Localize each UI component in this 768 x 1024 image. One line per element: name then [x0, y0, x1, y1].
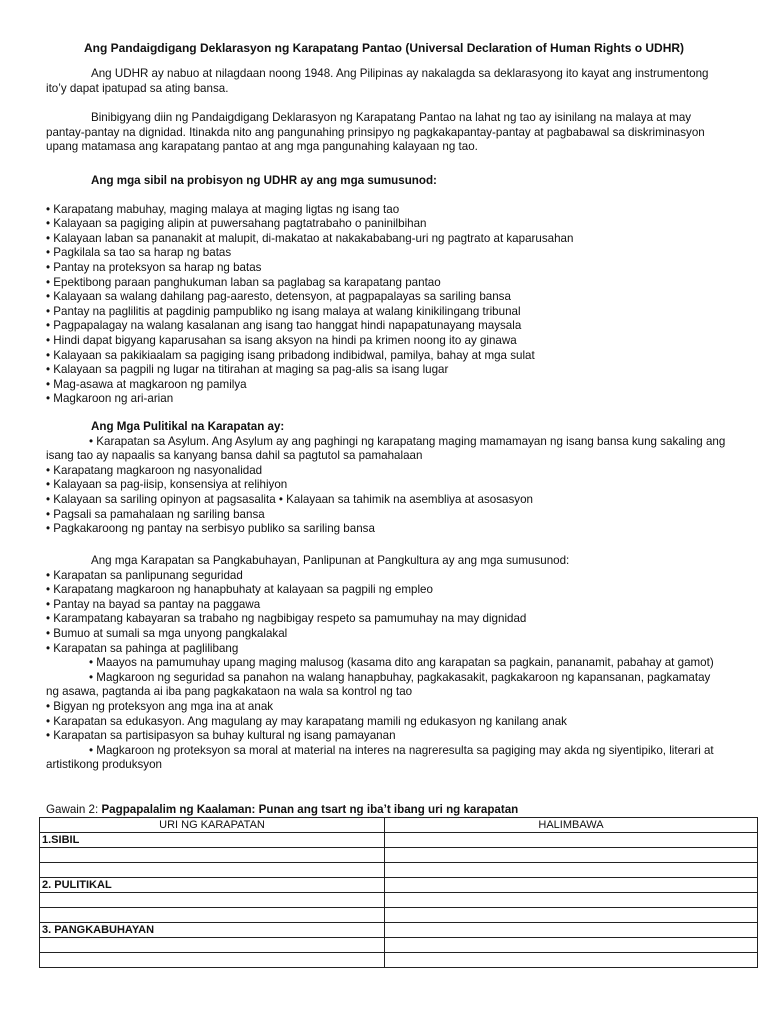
table-row	[40, 938, 758, 953]
column-header-type: URI NG KARAPATAN	[40, 818, 385, 833]
answer-cell[interactable]	[40, 908, 385, 923]
category-cell-political: 2. PULITIKAL	[40, 878, 385, 893]
list-item: • Karampatang kabayaran sa trabaho ng nagbibigay respeto sa pamumuhay na may dignidad	[46, 612, 527, 626]
answer-cell[interactable]	[40, 848, 385, 863]
list-item: • Pantay na bayad sa pantay na paggawa	[46, 597, 261, 611]
list-item: • Karapatang magkaroon ng nasyonalidad	[46, 463, 263, 477]
list-item: • Karapatan sa pahinga at paglilibang	[46, 641, 239, 655]
civil-heading: Ang mga sibil na probisyon ng UDHR ay ang mga sumusunod:	[91, 174, 437, 187]
list-item: • Kalayaan sa pag-iisip, konsensiya at relihiyon	[46, 478, 288, 492]
list-item: • Magkaroon ng ari-arian	[46, 392, 174, 406]
list-item: • Karapatan sa edukasyon. Ang magulang ay may karapatang mamili ng edukasyon ng kanilang anak	[46, 714, 567, 728]
political-list	[46, 464, 726, 537]
answer-cell[interactable]	[40, 893, 385, 908]
list-item: • Bumuo at sumali sa mga unyong pangkalakal	[46, 626, 288, 640]
list-item: • Kalayaan sa pagiging alipin at puwersahang pagtatrabaho o paninilbihan	[46, 217, 427, 231]
list-item: • Kalayaan sa sariling opinyon at pagsasalita • Kalayaan sa tahimik na asembliya at asosasyon	[46, 492, 533, 506]
answer-cell[interactable]	[385, 863, 758, 878]
answer-cell[interactable]	[40, 863, 385, 878]
list-item: • Kalayaan laban sa pananakit at malupit, di-makatao at nakakababang-uri ng pagtrato at kaparusahan	[46, 231, 574, 245]
list-item: • Bigyan ng proteksyon ang mga ina at anak	[46, 699, 274, 713]
list-item: • Pagkakaroong ng pantay na serbisyo publiko sa sariling bansa	[46, 522, 375, 536]
answer-cell[interactable]	[385, 953, 758, 968]
list-item: • Maayos na pamumuhay upang maging malusog (kasama dito ang karapatan sa pagkain, pananamit, pabahay at gamot)	[89, 656, 714, 670]
list-item: • Kalayaan sa walang dahilang pag-aaresto, detensyon, at pagpapalayas sa sariling bansa	[46, 290, 511, 304]
list-item: • Karapatan sa partisipasyon sa buhay kultural ng isang pamayanan	[46, 729, 396, 743]
list-item: • Mag-asawa at magkaroon ng pamilya	[46, 377, 247, 391]
table-row	[40, 893, 758, 908]
list-item: • Pantay na proteksyon sa harap ng batas	[46, 260, 262, 274]
table-row	[40, 878, 758, 893]
table-row	[40, 908, 758, 923]
activity-label: Gawain 2:	[46, 803, 99, 816]
document-title: Ang Pandaigdigang Deklarasyon ng Karapatang Pantao (Universal Declaration of Human Rights o UDHR)	[83, 41, 685, 55]
economic-section	[46, 554, 726, 773]
list-item: • Pagkilala sa tao sa harap ng batas	[46, 246, 232, 260]
answer-cell[interactable]	[385, 938, 758, 953]
list-item: • Hindi dapat bigyang kaparusahan sa isang aksyon na hindi pa krimen noong ito ay ginawa	[46, 333, 517, 347]
civil-section	[46, 174, 726, 407]
rights-chart-table	[39, 817, 758, 968]
answer-cell[interactable]	[385, 893, 758, 908]
column-header-example: HALIMBAWA	[385, 818, 758, 833]
answer-cell[interactable]	[40, 938, 385, 953]
table-row	[40, 923, 758, 938]
list-item: • Magkaroon ng proteksyon sa moral at material na interes na nagreresulta sa pagiging may akda ng siyentipiko, literari at artistikong produksyon	[46, 743, 714, 772]
table-row	[40, 863, 758, 878]
list-item: • Kalayaan sa pagpili ng lugar na titirahan at maging sa pag-alis sa isang lugar	[46, 363, 449, 377]
civil-list	[46, 203, 726, 407]
category-cell-civil: 1.SIBIL	[40, 833, 385, 848]
answer-cell[interactable]	[385, 923, 758, 938]
economic-list-b	[46, 700, 726, 744]
answer-cell[interactable]	[385, 908, 758, 923]
economic-list-a	[46, 569, 726, 657]
answer-cell[interactable]	[385, 878, 758, 893]
list-item: • Pantay na paglilitis at pagdinig pampubliko ng isang malaya at walang kinikilingang tribunal	[46, 304, 521, 318]
category-cell-economic: 3. PANGKABUHAYAN	[40, 923, 385, 938]
answer-cell[interactable]	[385, 848, 758, 863]
list-item: • Karapatan sa panlipunang seguridad	[46, 568, 243, 582]
table-row	[40, 953, 758, 968]
intro-paragraph-2: Binibigyang diin ng Pandaigdigang Deklarasyon ng Karapatang Pantao na lahat ng tao ay isinilang na malaya at may pantay-pantay na dignidad. Itinakda nito ang pangunahing prinsipyo ng pagkakapantay-pantay at pagbabawal sa diskriminasyon upang matamasa ang karapatang pantao at ang mga pangunahing kalayaan ng tao.	[46, 111, 705, 154]
activity-text: Pagpapalalim ng Kaalaman: Punan ang tsart ng iba’t ibang uri ng karapatan	[101, 803, 519, 816]
list-item: • Karapatang magkaroon ng hanapbuhaty at kalayaan sa pagpili ng empleo	[46, 583, 433, 597]
list-item: • Karapatang mabuhay, maging malaya at maging ligtas ng isang tao	[46, 202, 400, 216]
political-heading: Ang Mga Pulitikal na Karapatan ay:	[91, 420, 285, 433]
economic-heading: Ang mga Karapatan sa Pangkabuhayan, Panlipunan at Pangkultura ay ang mga sumusunod:	[91, 554, 570, 567]
list-item: • Magkaroon ng seguridad sa panahon na walang hanapbuhay, pagkakasakit, pagkakaroon ng kapansanan, pagkamatay ng asawa, pagtanda ai iba pang pagkakataon na wala sa kontrol ng tao	[46, 670, 711, 699]
activity-instruction	[46, 803, 518, 818]
list-item: • Pagsali sa pamahalaan ng sariling bansa	[46, 507, 265, 521]
table-header-row	[40, 818, 758, 833]
list-item: • Pagpapalagay na walang kasalanan ang isang tao hanggat hindi napapatunayang maysala	[46, 319, 522, 333]
answer-cell[interactable]	[385, 833, 758, 848]
answer-cell[interactable]	[40, 953, 385, 968]
list-item: • Kalayaan sa pakikiaalam sa pagiging isang pribadong indibidwal, pamilya, bahay at mga sulat	[46, 348, 535, 362]
political-asylum-item: • Karapatan sa Asylum. Ang Asylum ay ang paghingi ng karapatang maging mamamayan ng isang bansa kung sakaling ang isang tao ay napaalis sa kanyang bansa dahil sa pagtutol sa pamahalaan	[46, 434, 726, 463]
table-row	[40, 848, 758, 863]
intro-paragraph-1: Ang UDHR ay nabuo at nilagdaan noong 1948. Ang Pilipinas ay nakalagda sa deklarasyong ito kayat ang instrumentong ito’y dapat ipatupad sa ating bansa.	[46, 67, 709, 95]
list-item: • Epektibong paraan panghukuman laban sa paglabag sa karapatang pantao	[46, 275, 441, 289]
political-section	[46, 420, 726, 537]
table-row	[40, 833, 758, 848]
